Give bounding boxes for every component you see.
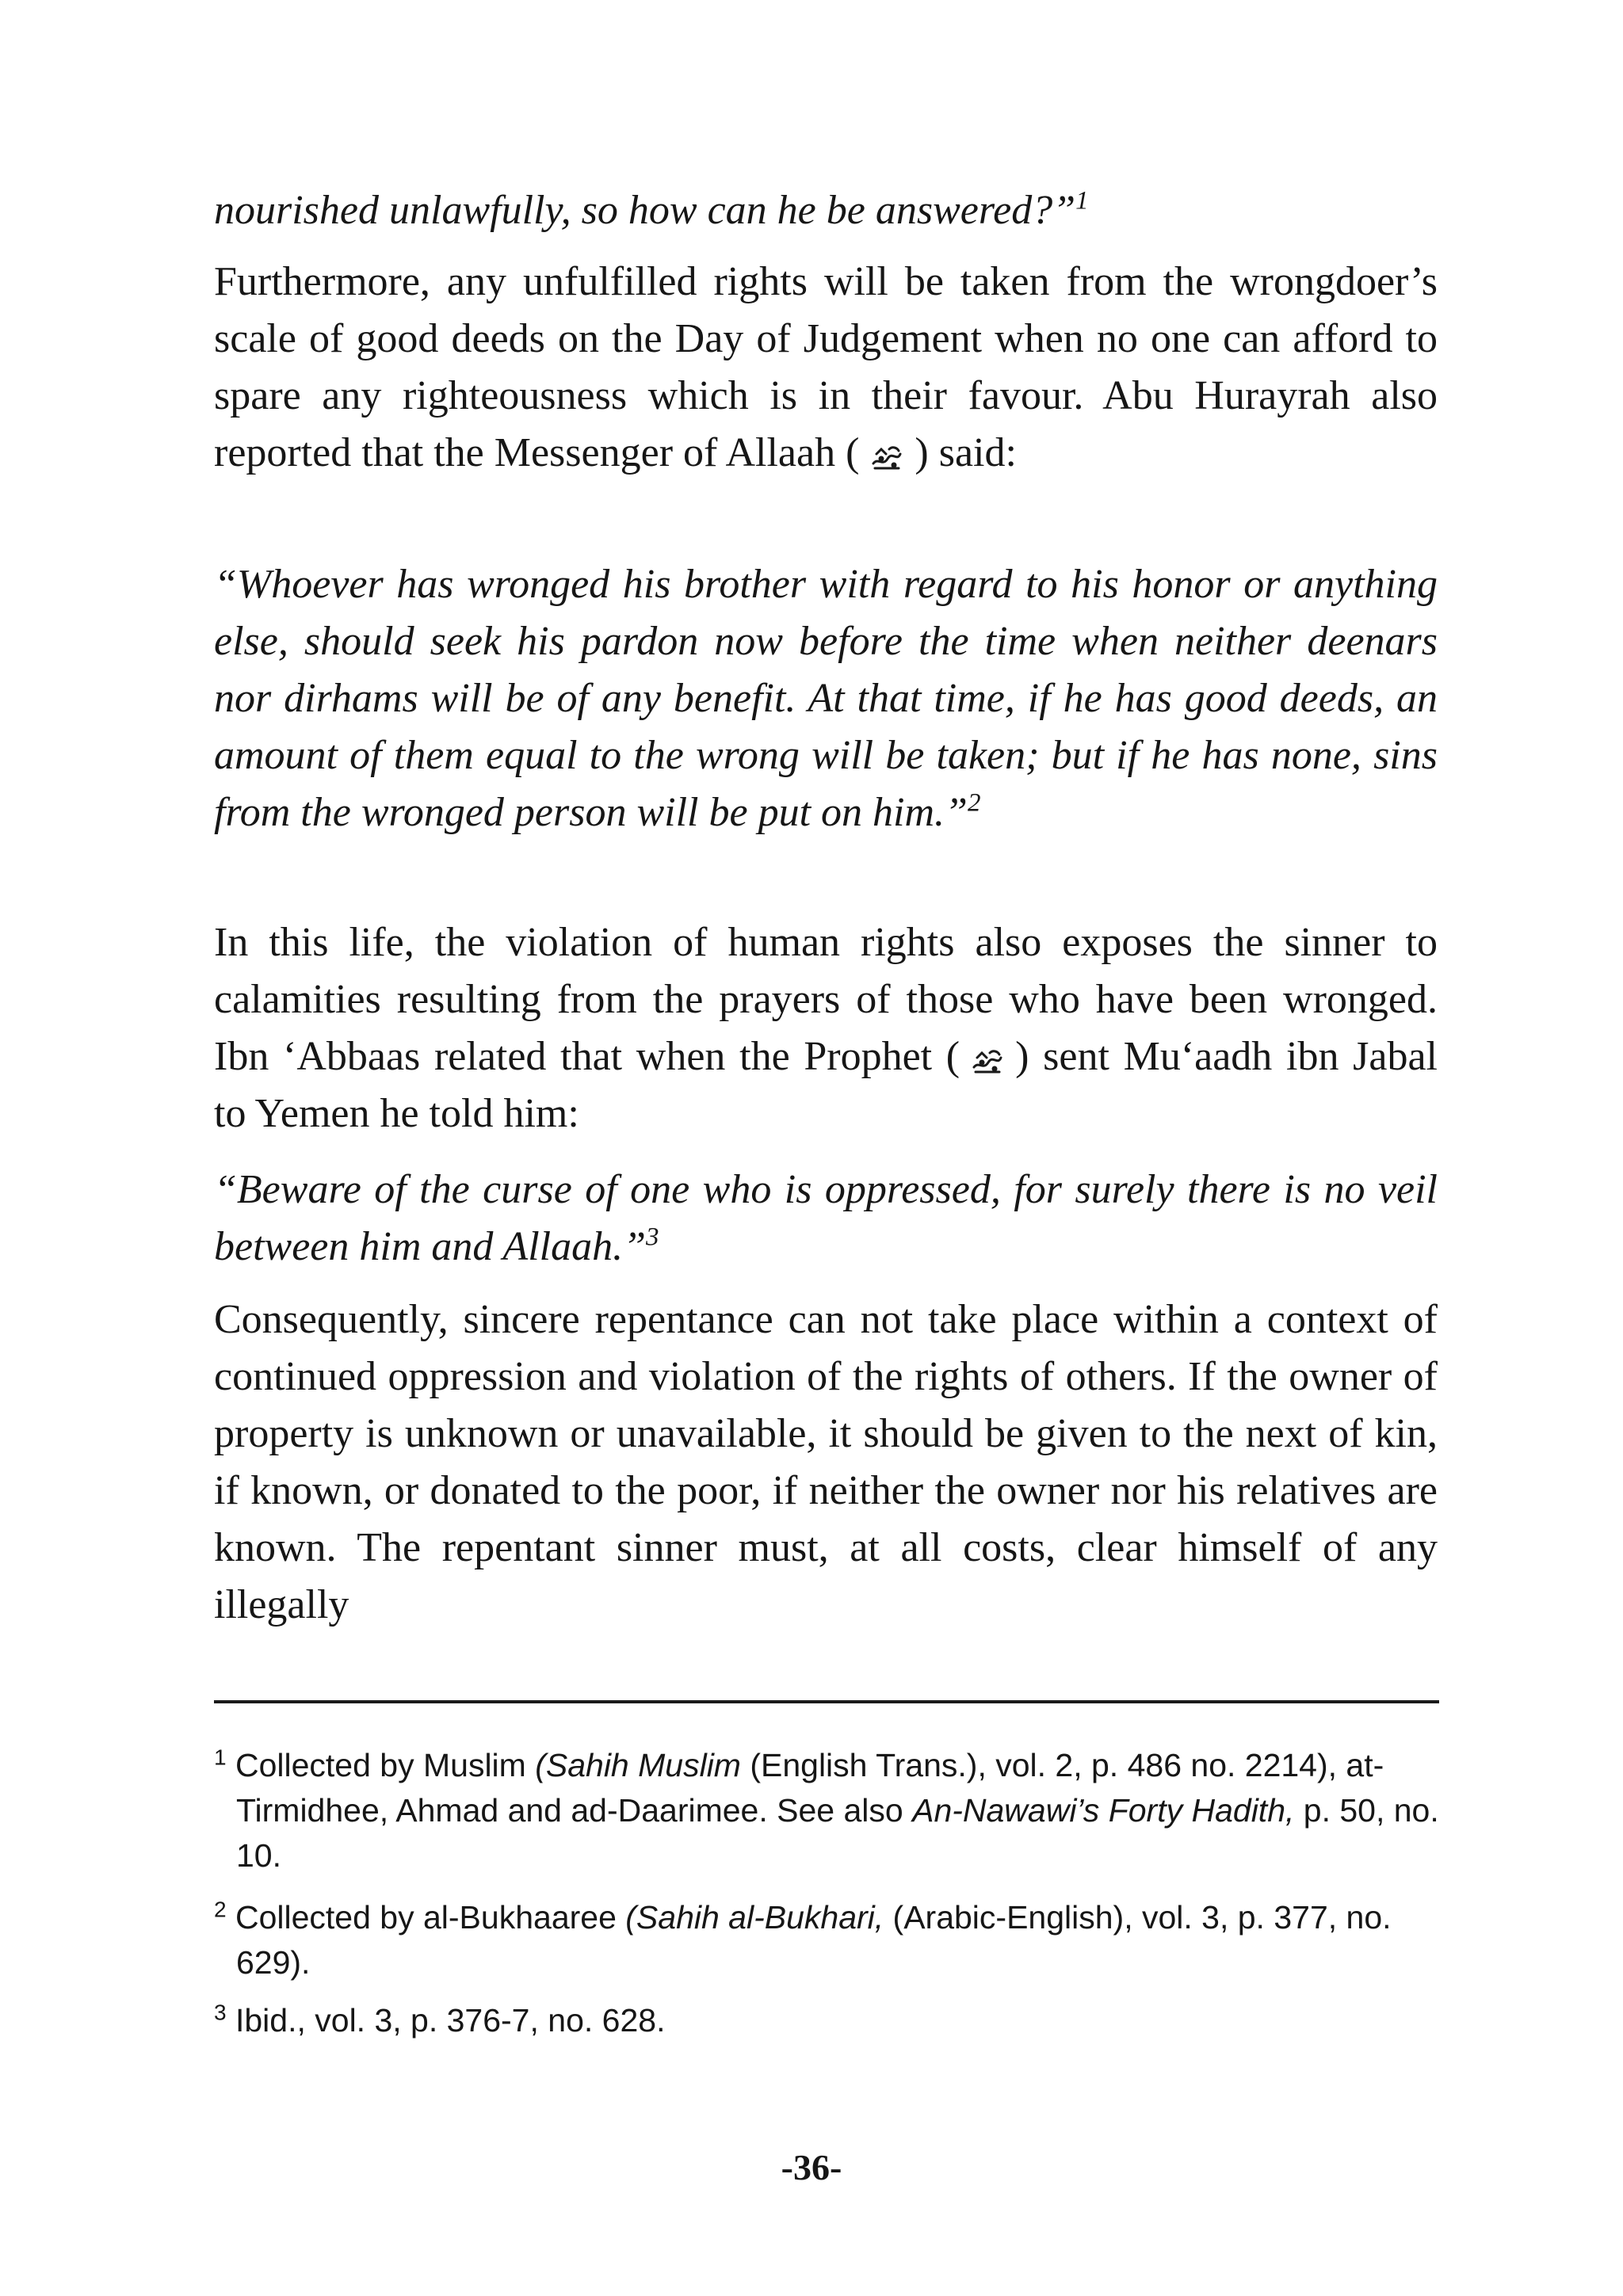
hadith-quote-2: [214, 1161, 1438, 1276]
page-number: -36-: [781, 2147, 842, 2187]
footnote-2-text-a: Collected by al-Bukhaaree: [235, 1899, 626, 1936]
honorific-salutation-icon: [971, 1047, 1004, 1074]
footnote-1-text-a: Collected by Muslim: [235, 1747, 536, 1783]
paragraph-violation: [214, 914, 1438, 1142]
footnote-ref-2: 2: [967, 788, 981, 818]
footnote-2-title: (Sahih al-Bukhari,: [625, 1899, 884, 1936]
paragraph-repentance: [214, 1291, 1438, 1634]
paragraph-quote-ending: [214, 182, 1438, 239]
paragraph-rights: [214, 254, 1438, 482]
footnote-1-text-e: p. 50, no. 10.: [236, 1792, 1439, 1874]
footnote-2: [214, 1895, 1460, 1985]
paragraph-violation-text-a: In this life, the violation of human rights also exposes the sinner to calamities resulting from the prayers of those who have been wronged. Ibn ‘Abbaas related that when the Prophet (: [214, 920, 1438, 1079]
hadith-quote-1-text: “Whoever has wronged his brother with regard to his honor or anything else, should seek his pardon now before the time when neither deenars nor dirhams will be of any benefit. At that time, if he has good deeds, an amount of them equal to the wrong will be taken; but if he has none, sins from the wronged person will be put on him.”: [214, 562, 1438, 835]
footnote-3-text: Ibid., vol. 3, p. 376-7, no. 628.: [235, 2002, 666, 2039]
footnote-1: [214, 1743, 1460, 1878]
footnote-1-title-b: An-Nawawi’s Forty Hadith,: [912, 1792, 1295, 1829]
honorific-salutation-icon: [870, 443, 903, 470]
footnote-3: [214, 1998, 1460, 2043]
footnote-1-text-c: (English Trans.), vol. 2, p. 486 no. 2214), at-Tirmidhee, Ahmad and ad-Daarimee. See also: [236, 1747, 1384, 1829]
footnote-ref-3: 3: [646, 1222, 659, 1252]
footnote-2-number: 2: [214, 1897, 227, 1922]
paragraph-violation-text-b: ) sent Mu‘aadh ibn Jabal to Yemen he told him:: [214, 1034, 1438, 1136]
hadith-quote-2-text: “Beware of the curse of one who is oppressed, for surely there is no veil between him and Allaah.”: [214, 1167, 1438, 1269]
footnote-1-number: 1: [214, 1745, 227, 1770]
footnote-ref-1: 1: [1075, 186, 1089, 215]
hadith-quote-1: [214, 556, 1438, 841]
footnote-1-title-a: (Sahih Muslim: [535, 1747, 741, 1783]
quote-ending-text: nourished unlawfully, so how can he be answered?”: [214, 188, 1076, 233]
footnote-divider: [214, 1700, 1439, 1703]
footnote-3-number: 3: [214, 2000, 227, 2025]
footnote-2-text-c: (Arabic-English), vol. 3, p. 377, no. 629).: [236, 1899, 1392, 1981]
paragraph-repentance-text: Consequently, sincere repentance can not take place within a context of continued oppression and violation of the rights of others. If the owner of property is unknown or unavailable, it should be given to the next of kin, if known, or donated to the poor, if neither the owner nor his relatives are known. The repentant sinner must, at all costs, clear himself of any illegally: [214, 1297, 1438, 1627]
paragraph-rights-text-a: Furthermore, any unfulfilled rights will be taken from the wrongdoer’s scale of good deeds on the Day of Judgement when no one can afford to spare any righteousness which is in their favour. Abu Hurayrah also reported that the Messenger of Allaah (: [214, 259, 1438, 475]
paragraph-rights-text-b: ) said:: [915, 430, 1017, 475]
